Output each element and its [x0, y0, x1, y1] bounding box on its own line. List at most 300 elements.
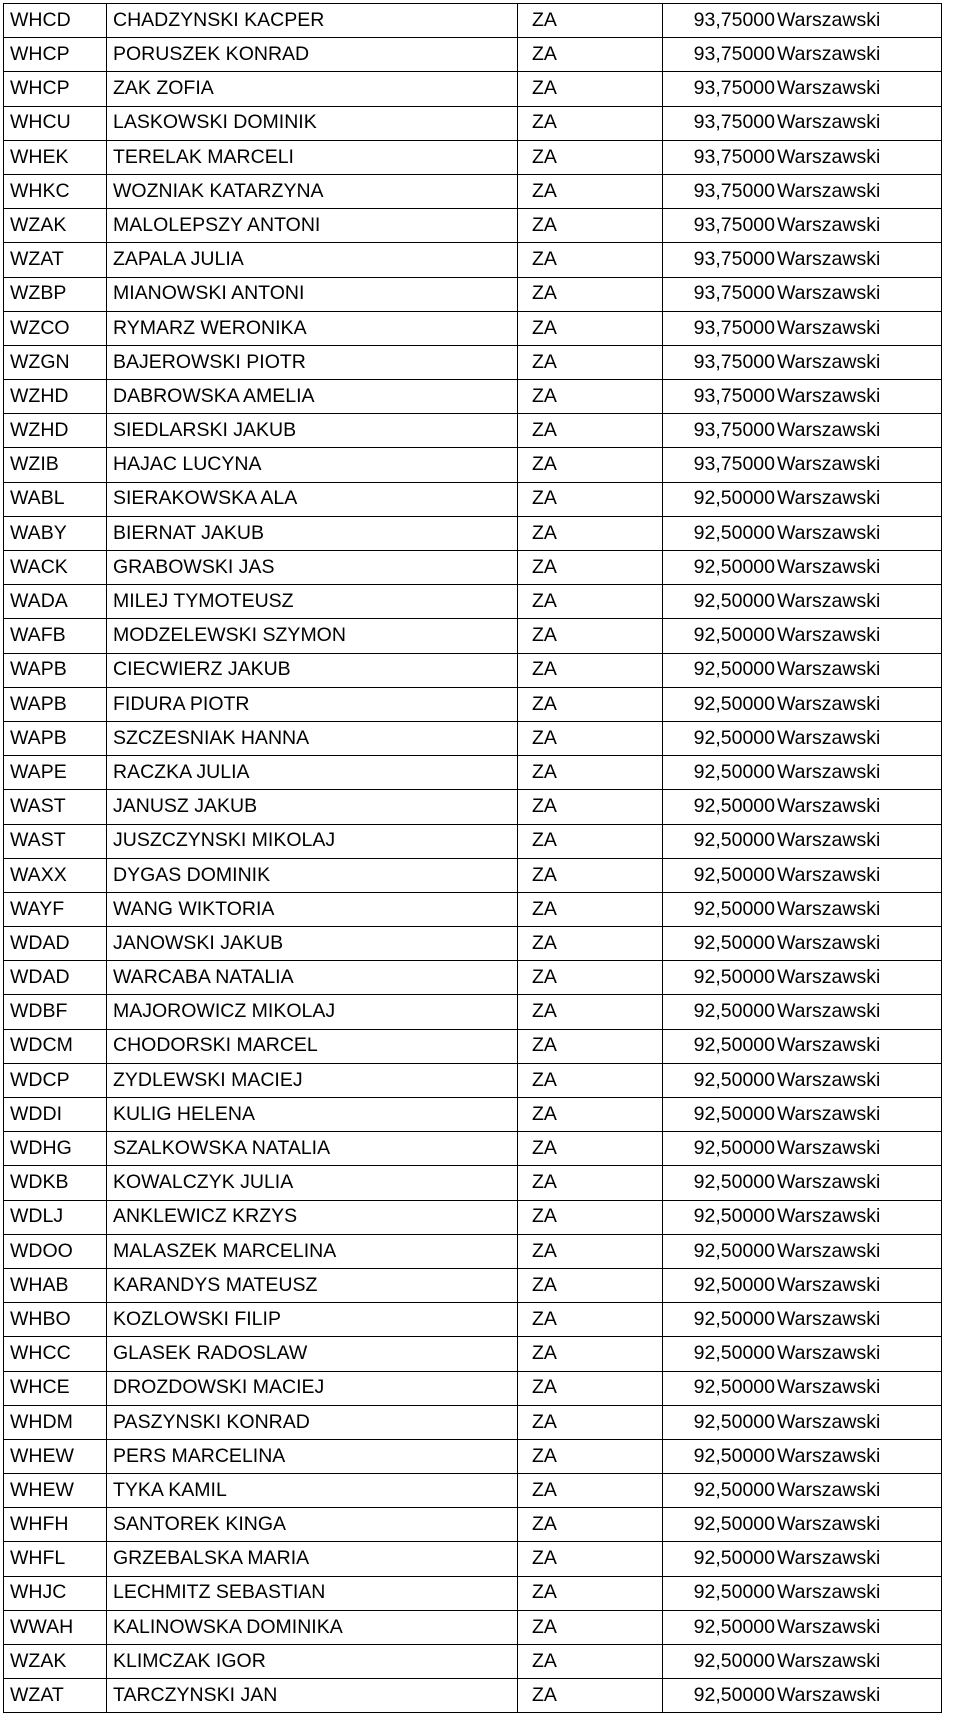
score-cell: 92,50000: [663, 790, 778, 824]
district-cell: Warszawski: [777, 585, 942, 619]
student-name-cell: LECHMITZ SEBASTIAN: [107, 1576, 518, 1610]
student-name-cell: BIERNAT JAKUB: [107, 516, 518, 550]
status-cell: ZA: [518, 892, 663, 926]
status-cell: ZA: [518, 1029, 663, 1063]
score-cell: 92,50000: [663, 1098, 778, 1132]
table-row: [4, 1405, 942, 1439]
school-code-cell: WHCD: [4, 4, 107, 38]
district-cell: Warszawski: [777, 756, 942, 790]
school-code-cell: WDHG: [4, 1132, 107, 1166]
school-code-cell: WHBO: [4, 1303, 107, 1337]
student-name-cell: JANUSZ JAKUB: [107, 790, 518, 824]
status-cell: ZA: [518, 209, 663, 243]
school-code-cell: WHEW: [4, 1474, 107, 1508]
district-cell: Warszawski: [777, 551, 942, 585]
score-cell: 92,50000: [663, 1508, 778, 1542]
score-cell: 92,50000: [663, 551, 778, 585]
table-row: [4, 892, 942, 926]
status-cell: ZA: [518, 858, 663, 892]
district-cell: Warszawski: [777, 482, 942, 516]
status-cell: ZA: [518, 1132, 663, 1166]
score-cell: 92,50000: [663, 1200, 778, 1234]
school-code-cell: WZCO: [4, 311, 107, 345]
table-row: [4, 72, 942, 106]
score-cell: 92,50000: [663, 619, 778, 653]
status-cell: ZA: [518, 824, 663, 858]
score-cell: 92,50000: [663, 1234, 778, 1268]
status-cell: ZA: [518, 1303, 663, 1337]
district-cell: Warszawski: [777, 1371, 942, 1405]
student-name-cell: JUSZCZYNSKI MIKOLAJ: [107, 824, 518, 858]
status-cell: ZA: [518, 140, 663, 174]
district-cell: Warszawski: [777, 140, 942, 174]
district-cell: Warszawski: [777, 1576, 942, 1610]
district-cell: Warszawski: [777, 721, 942, 755]
student-name-cell: JANOWSKI JAKUB: [107, 927, 518, 961]
school-code-cell: WZAK: [4, 209, 107, 243]
status-cell: ZA: [518, 687, 663, 721]
student-name-cell: WOZNIAK KATARZYNA: [107, 174, 518, 208]
status-cell: ZA: [518, 1542, 663, 1576]
table-row: [4, 1098, 942, 1132]
student-name-cell: KOZLOWSKI FILIP: [107, 1303, 518, 1337]
score-cell: 92,50000: [663, 1268, 778, 1302]
score-cell: 92,50000: [663, 1337, 778, 1371]
table-row: [4, 1474, 942, 1508]
district-cell: Warszawski: [777, 414, 942, 448]
school-code-cell: WZAT: [4, 243, 107, 277]
student-name-cell: MILEJ TYMOTEUSZ: [107, 585, 518, 619]
table-row: [4, 38, 942, 72]
table-row: [4, 1303, 942, 1337]
score-cell: 92,50000: [663, 1542, 778, 1576]
school-code-cell: WHFL: [4, 1542, 107, 1576]
school-code-cell: WHKC: [4, 174, 107, 208]
table-row: [4, 209, 942, 243]
table-row: [4, 380, 942, 414]
table-row: [4, 1610, 942, 1644]
student-name-cell: MIANOWSKI ANTONI: [107, 277, 518, 311]
table-row: [4, 653, 942, 687]
score-cell: 92,50000: [663, 721, 778, 755]
table-row: [4, 858, 942, 892]
district-cell: Warszawski: [777, 1679, 942, 1713]
status-cell: ZA: [518, 414, 663, 448]
table-row: [4, 756, 942, 790]
score-cell: 93,75000: [663, 448, 778, 482]
table-row: [4, 551, 942, 585]
student-name-cell: FIDURA PIOTR: [107, 687, 518, 721]
status-cell: ZA: [518, 927, 663, 961]
school-code-cell: WACK: [4, 551, 107, 585]
district-cell: Warszawski: [777, 174, 942, 208]
school-code-cell: WDAD: [4, 927, 107, 961]
school-code-cell: WZBP: [4, 277, 107, 311]
score-cell: 92,50000: [663, 858, 778, 892]
table-row: [4, 1576, 942, 1610]
status-cell: ZA: [518, 516, 663, 550]
student-name-cell: RACZKA JULIA: [107, 756, 518, 790]
district-cell: Warszawski: [777, 1200, 942, 1234]
school-code-cell: WZHD: [4, 414, 107, 448]
table-row: [4, 1645, 942, 1679]
student-name-cell: KULIG HELENA: [107, 1098, 518, 1132]
status-cell: ZA: [518, 482, 663, 516]
score-cell: 92,50000: [663, 824, 778, 858]
score-cell: 92,50000: [663, 1576, 778, 1610]
table-row: [4, 414, 942, 448]
district-cell: Warszawski: [777, 311, 942, 345]
status-cell: ZA: [518, 1166, 663, 1200]
district-cell: Warszawski: [777, 380, 942, 414]
status-cell: ZA: [518, 174, 663, 208]
school-code-cell: WHCE: [4, 1371, 107, 1405]
school-code-cell: WDOO: [4, 1234, 107, 1268]
school-code-cell: WHCU: [4, 106, 107, 140]
score-cell: 92,50000: [663, 1439, 778, 1473]
district-cell: Warszawski: [777, 995, 942, 1029]
score-cell: 92,50000: [663, 756, 778, 790]
school-code-cell: WZIB: [4, 448, 107, 482]
table-row: [4, 790, 942, 824]
student-name-cell: BAJEROWSKI PIOTR: [107, 345, 518, 379]
school-code-cell: WAYF: [4, 892, 107, 926]
student-name-cell: HAJAC LUCYNA: [107, 448, 518, 482]
school-code-cell: WAST: [4, 790, 107, 824]
table-row: [4, 995, 942, 1029]
student-name-cell: KLIMCZAK IGOR: [107, 1645, 518, 1679]
student-name-cell: MALOLEPSZY ANTONI: [107, 209, 518, 243]
score-cell: 93,75000: [663, 311, 778, 345]
status-cell: ZA: [518, 619, 663, 653]
school-code-cell: WAPB: [4, 653, 107, 687]
school-code-cell: WAPE: [4, 756, 107, 790]
score-cell: 92,50000: [663, 1679, 778, 1713]
score-cell: 92,50000: [663, 1063, 778, 1097]
score-cell: 93,75000: [663, 277, 778, 311]
table-row: [4, 345, 942, 379]
school-code-cell: WDCM: [4, 1029, 107, 1063]
school-code-cell: WHFH: [4, 1508, 107, 1542]
student-name-cell: KALINOWSKA DOMINIKA: [107, 1610, 518, 1644]
student-name-cell: SIEDLARSKI JAKUB: [107, 414, 518, 448]
district-cell: Warszawski: [777, 1610, 942, 1644]
district-cell: Warszawski: [777, 961, 942, 995]
status-cell: ZA: [518, 790, 663, 824]
school-code-cell: WABL: [4, 482, 107, 516]
score-cell: 92,50000: [663, 1132, 778, 1166]
school-code-cell: WDCP: [4, 1063, 107, 1097]
score-cell: 92,50000: [663, 995, 778, 1029]
status-cell: ZA: [518, 1645, 663, 1679]
status-cell: ZA: [518, 1063, 663, 1097]
status-cell: ZA: [518, 1576, 663, 1610]
status-cell: ZA: [518, 380, 663, 414]
district-cell: Warszawski: [777, 1268, 942, 1302]
student-name-cell: ANKLEWICZ KRZYS: [107, 1200, 518, 1234]
school-code-cell: WHCP: [4, 38, 107, 72]
table-row: [4, 1371, 942, 1405]
table-row: [4, 277, 942, 311]
table-row: [4, 1029, 942, 1063]
school-code-cell: WAFB: [4, 619, 107, 653]
status-cell: ZA: [518, 1474, 663, 1508]
student-name-cell: TYKA KAMIL: [107, 1474, 518, 1508]
school-code-cell: WAPB: [4, 721, 107, 755]
district-cell: Warszawski: [777, 72, 942, 106]
student-name-cell: LASKOWSKI DOMINIK: [107, 106, 518, 140]
student-name-cell: MAJOROWICZ MIKOLAJ: [107, 995, 518, 1029]
school-code-cell: WZAT: [4, 1679, 107, 1713]
school-code-cell: WHJC: [4, 1576, 107, 1610]
score-cell: 92,50000: [663, 1405, 778, 1439]
score-cell: 92,50000: [663, 961, 778, 995]
student-name-cell: DROZDOWSKI MACIEJ: [107, 1371, 518, 1405]
score-cell: 93,75000: [663, 243, 778, 277]
table-row: [4, 448, 942, 482]
district-cell: Warszawski: [777, 4, 942, 38]
table-row: [4, 1337, 942, 1371]
district-cell: Warszawski: [777, 1132, 942, 1166]
student-name-cell: SIERAKOWSKA ALA: [107, 482, 518, 516]
student-name-cell: CHADZYNSKI KACPER: [107, 4, 518, 38]
table-row: [4, 1234, 942, 1268]
status-cell: ZA: [518, 1098, 663, 1132]
student-name-cell: PORUSZEK KONRAD: [107, 38, 518, 72]
district-cell: Warszawski: [777, 1542, 942, 1576]
district-cell: Warszawski: [777, 1303, 942, 1337]
district-cell: Warszawski: [777, 790, 942, 824]
student-name-cell: MODZELEWSKI SZYMON: [107, 619, 518, 653]
table-row: [4, 1166, 942, 1200]
status-cell: ZA: [518, 653, 663, 687]
school-code-cell: WZGN: [4, 345, 107, 379]
school-code-cell: WZHD: [4, 380, 107, 414]
score-cell: 93,75000: [663, 38, 778, 72]
school-code-cell: WDKB: [4, 1166, 107, 1200]
table-row: [4, 619, 942, 653]
table-row: [4, 824, 942, 858]
district-cell: Warszawski: [777, 106, 942, 140]
student-name-cell: SZALKOWSKA NATALIA: [107, 1132, 518, 1166]
table-row: [4, 140, 942, 174]
school-code-cell: WZAK: [4, 1645, 107, 1679]
school-code-cell: WHEK: [4, 140, 107, 174]
score-cell: 92,50000: [663, 516, 778, 550]
status-cell: ZA: [518, 1371, 663, 1405]
status-cell: ZA: [518, 756, 663, 790]
score-cell: 92,50000: [663, 653, 778, 687]
status-cell: ZA: [518, 1508, 663, 1542]
school-code-cell: WHDM: [4, 1405, 107, 1439]
score-cell: 93,75000: [663, 140, 778, 174]
status-cell: ZA: [518, 4, 663, 38]
table-row: [4, 1439, 942, 1473]
score-cell: 92,50000: [663, 687, 778, 721]
table-row: [4, 1268, 942, 1302]
score-cell: 93,75000: [663, 414, 778, 448]
student-name-cell: GLASEK RADOSLAW: [107, 1337, 518, 1371]
district-cell: Warszawski: [777, 1029, 942, 1063]
status-cell: ZA: [518, 1439, 663, 1473]
status-cell: ZA: [518, 1234, 663, 1268]
status-cell: ZA: [518, 106, 663, 140]
school-code-cell: WABY: [4, 516, 107, 550]
table-row: [4, 482, 942, 516]
school-code-cell: WHAB: [4, 1268, 107, 1302]
status-cell: ZA: [518, 1405, 663, 1439]
score-cell: 93,75000: [663, 174, 778, 208]
student-name-cell: ZAPALA JULIA: [107, 243, 518, 277]
district-cell: Warszawski: [777, 243, 942, 277]
results-table: [3, 3, 942, 1713]
district-cell: Warszawski: [777, 1337, 942, 1371]
student-name-cell: GRABOWSKI JAS: [107, 551, 518, 585]
status-cell: ZA: [518, 448, 663, 482]
score-cell: 92,50000: [663, 1166, 778, 1200]
table-row: [4, 687, 942, 721]
status-cell: ZA: [518, 1200, 663, 1234]
district-cell: Warszawski: [777, 345, 942, 379]
score-cell: 93,75000: [663, 72, 778, 106]
district-cell: Warszawski: [777, 1063, 942, 1097]
district-cell: Warszawski: [777, 209, 942, 243]
score-cell: 93,75000: [663, 106, 778, 140]
school-code-cell: WHEW: [4, 1439, 107, 1473]
student-name-cell: WANG WIKTORIA: [107, 892, 518, 926]
table-row: [4, 1542, 942, 1576]
student-name-cell: GRZEBALSKA MARIA: [107, 1542, 518, 1576]
school-code-cell: WHCC: [4, 1337, 107, 1371]
school-code-cell: WAST: [4, 824, 107, 858]
student-name-cell: CIECWIERZ JAKUB: [107, 653, 518, 687]
status-cell: ZA: [518, 38, 663, 72]
table-row: [4, 243, 942, 277]
results-table-body: [4, 4, 942, 1713]
district-cell: Warszawski: [777, 1166, 942, 1200]
district-cell: Warszawski: [777, 1474, 942, 1508]
district-cell: Warszawski: [777, 448, 942, 482]
score-cell: 93,75000: [663, 4, 778, 38]
student-name-cell: SANTOREK KINGA: [107, 1508, 518, 1542]
school-code-cell: WDAD: [4, 961, 107, 995]
table-row: [4, 1508, 942, 1542]
student-name-cell: ZAK ZOFIA: [107, 72, 518, 106]
table-row: [4, 927, 942, 961]
student-name-cell: WARCABA NATALIA: [107, 961, 518, 995]
district-cell: Warszawski: [777, 619, 942, 653]
status-cell: ZA: [518, 72, 663, 106]
student-name-cell: MALASZEK MARCELINA: [107, 1234, 518, 1268]
district-cell: Warszawski: [777, 1098, 942, 1132]
status-cell: ZA: [518, 721, 663, 755]
school-code-cell: WDBF: [4, 995, 107, 1029]
student-name-cell: TARCZYNSKI JAN: [107, 1679, 518, 1713]
status-cell: ZA: [518, 277, 663, 311]
student-name-cell: SZCZESNIAK HANNA: [107, 721, 518, 755]
status-cell: ZA: [518, 311, 663, 345]
table-row: [4, 961, 942, 995]
student-name-cell: TERELAK MARCELI: [107, 140, 518, 174]
score-cell: 92,50000: [663, 585, 778, 619]
district-cell: Warszawski: [777, 1645, 942, 1679]
table-row: [4, 1132, 942, 1166]
table-row: [4, 516, 942, 550]
status-cell: ZA: [518, 551, 663, 585]
status-cell: ZA: [518, 585, 663, 619]
district-cell: Warszawski: [777, 1439, 942, 1473]
score-cell: 92,50000: [663, 1371, 778, 1405]
table-row: [4, 721, 942, 755]
district-cell: Warszawski: [777, 1508, 942, 1542]
district-cell: Warszawski: [777, 892, 942, 926]
status-cell: ZA: [518, 1268, 663, 1302]
student-name-cell: RYMARZ WERONIKA: [107, 311, 518, 345]
score-cell: 93,75000: [663, 380, 778, 414]
school-code-cell: WDLJ: [4, 1200, 107, 1234]
status-cell: ZA: [518, 243, 663, 277]
district-cell: Warszawski: [777, 824, 942, 858]
status-cell: ZA: [518, 345, 663, 379]
student-name-cell: DABROWSKA AMELIA: [107, 380, 518, 414]
district-cell: Warszawski: [777, 927, 942, 961]
score-cell: 92,50000: [663, 1303, 778, 1337]
district-cell: Warszawski: [777, 687, 942, 721]
score-cell: 93,75000: [663, 209, 778, 243]
table-row: [4, 1200, 942, 1234]
score-cell: 92,50000: [663, 1610, 778, 1644]
student-name-cell: PASZYNSKI KONRAD: [107, 1405, 518, 1439]
district-cell: Warszawski: [777, 858, 942, 892]
table-row: [4, 4, 942, 38]
score-cell: 92,50000: [663, 1645, 778, 1679]
school-code-cell: WHCP: [4, 72, 107, 106]
status-cell: ZA: [518, 995, 663, 1029]
status-cell: ZA: [518, 961, 663, 995]
score-cell: 92,50000: [663, 482, 778, 516]
district-cell: Warszawski: [777, 1234, 942, 1268]
status-cell: ZA: [518, 1679, 663, 1713]
table-row: [4, 174, 942, 208]
student-name-cell: DYGAS DOMINIK: [107, 858, 518, 892]
student-name-cell: CHODORSKI MARCEL: [107, 1029, 518, 1063]
score-cell: 92,50000: [663, 1029, 778, 1063]
district-cell: Warszawski: [777, 1405, 942, 1439]
table-row: [4, 1679, 942, 1713]
status-cell: ZA: [518, 1337, 663, 1371]
table-row: [4, 1063, 942, 1097]
student-name-cell: ZYDLEWSKI MACIEJ: [107, 1063, 518, 1097]
student-name-cell: KOWALCZYK JULIA: [107, 1166, 518, 1200]
score-cell: 92,50000: [663, 1474, 778, 1508]
district-cell: Warszawski: [777, 653, 942, 687]
school-code-cell: WAPB: [4, 687, 107, 721]
score-cell: 92,50000: [663, 927, 778, 961]
district-cell: Warszawski: [777, 277, 942, 311]
school-code-cell: WWAH: [4, 1610, 107, 1644]
student-name-cell: PERS MARCELINA: [107, 1439, 518, 1473]
school-code-cell: WAXX: [4, 858, 107, 892]
table-row: [4, 106, 942, 140]
school-code-cell: WADA: [4, 585, 107, 619]
table-row: [4, 311, 942, 345]
score-cell: 92,50000: [663, 892, 778, 926]
district-cell: Warszawski: [777, 38, 942, 72]
student-name-cell: KARANDYS MATEUSZ: [107, 1268, 518, 1302]
status-cell: ZA: [518, 1610, 663, 1644]
score-cell: 93,75000: [663, 345, 778, 379]
district-cell: Warszawski: [777, 516, 942, 550]
